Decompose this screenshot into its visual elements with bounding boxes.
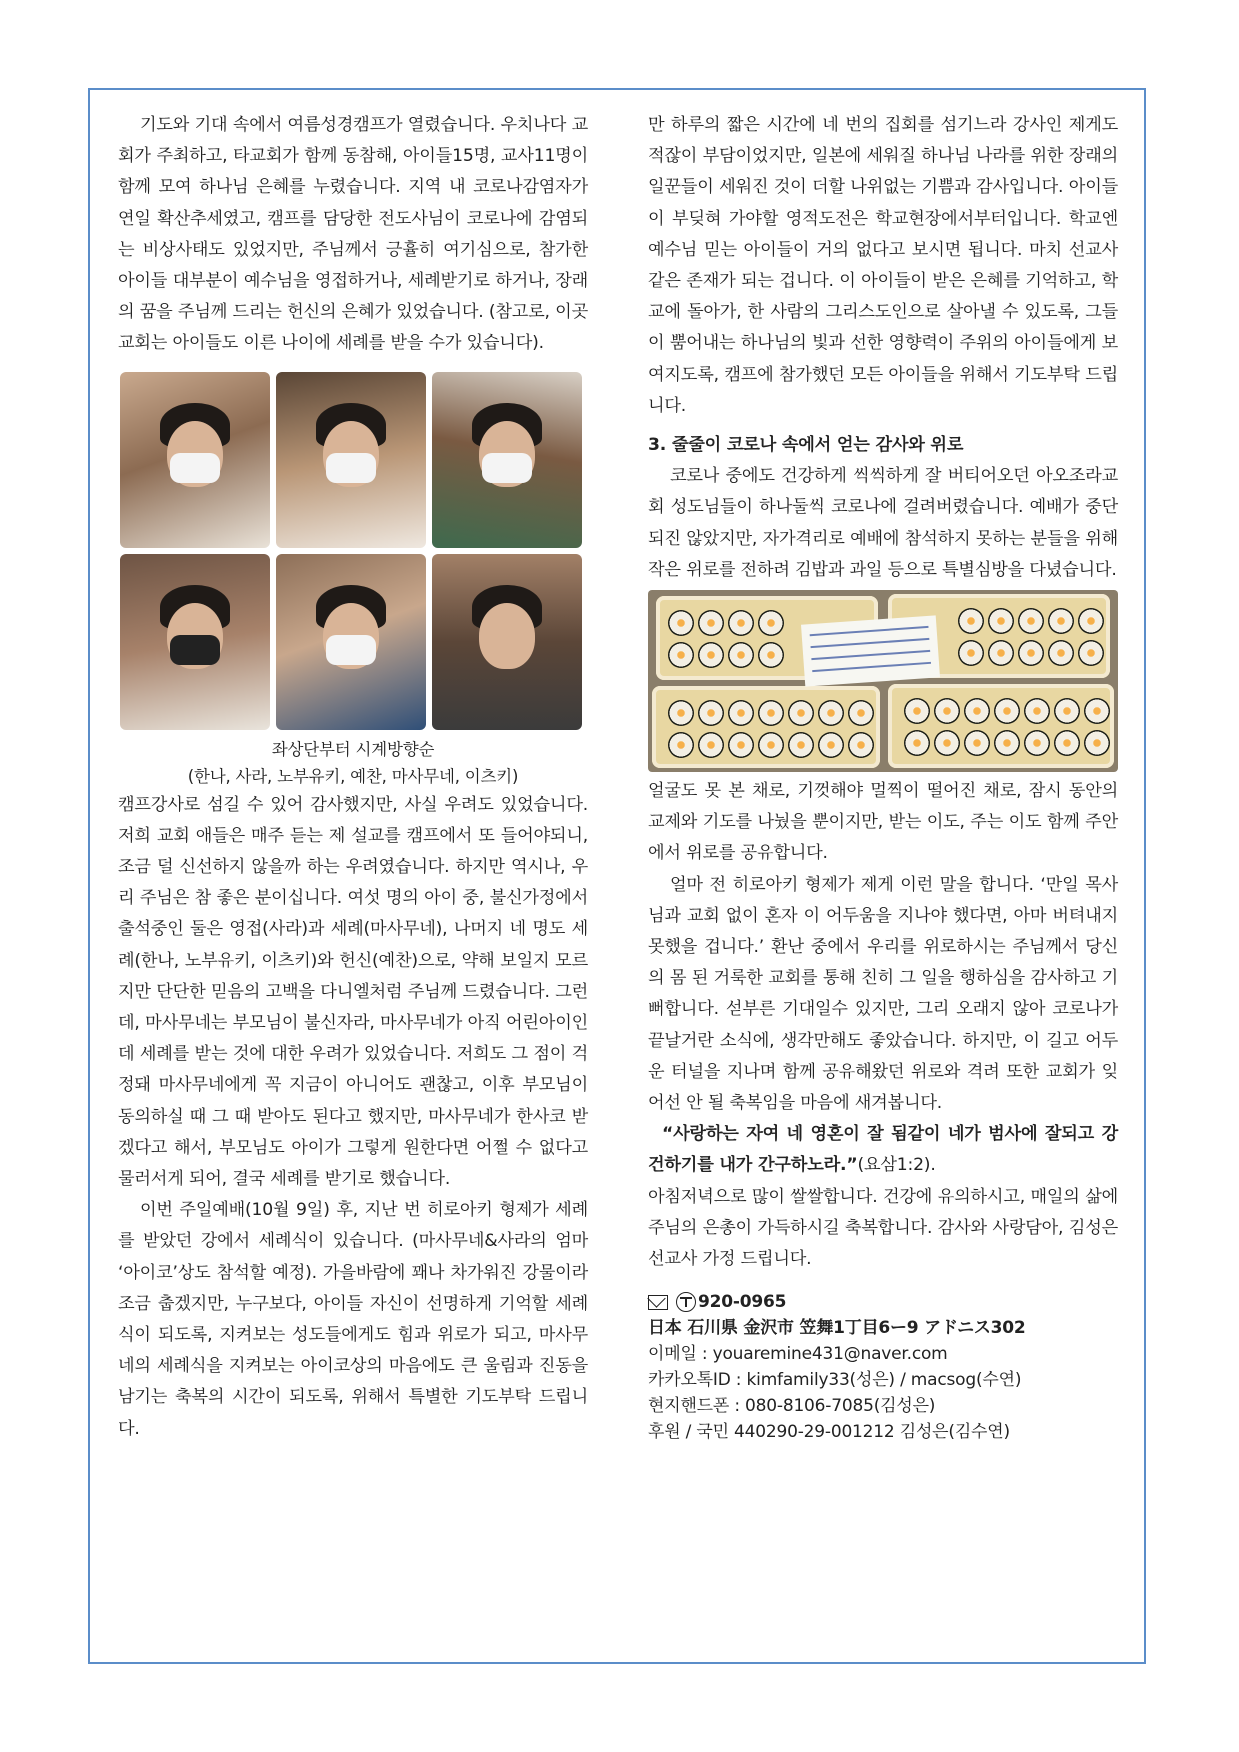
photo-sara <box>276 372 426 548</box>
postal-code: 920-0965 <box>698 1292 787 1313</box>
photo-masamune <box>276 554 426 730</box>
address: 日本 石川県 金沢市 笠舞1丁目6ー9 アドニス302 <box>648 1318 1026 1339</box>
kakao-line: 카카오톡ID : kimfamily33(성은) / macsog(수연) <box>648 1370 1022 1391</box>
kimbap-tray <box>888 684 1114 768</box>
photo-caption-line2: (한나, 사라, 노부유키, 예찬, 마사무네, 이츠키) <box>187 766 519 786</box>
email-line: 이메일 : youaremine431@naver.com <box>648 1344 948 1365</box>
bible-verse <box>648 1119 1118 1181</box>
contact-block <box>648 1289 1118 1445</box>
section-heading-covid: 3. 줄줄이 코로나 속에서 얻는 감사와 위로 <box>648 435 964 456</box>
photo-hanna <box>120 372 270 548</box>
postal-line <box>648 1289 1118 1315</box>
photo-caption-line1: 좌상단부터 시계방향순 <box>271 739 435 759</box>
kimbap-photo <box>648 590 1118 772</box>
left-column <box>118 110 588 1445</box>
hiroaki-paragraph: 얼마 전 히로아키 형제가 제게 이런 말을 합니다. ‘만일 목사님과 교회 없이 혼자 이 어두움을 지나야 했다면, 아마 버텨내지 못했을 겁니다.’ 환난 중에서 우리를 위로하시는 주님께서 당신의 몸 된 거룩한 교회를 통해 친히 그 일을 행하심을 감사하고 기뻐합니다. 섣부른 기대일수 있지만, 그리 오래지 않아 코로나가 끝날거란 소식에, 생각만해도 좋았습니다. 하지만, 이 길고 어두운 터널을 지나며 함께 공유해왔던 위로와 격려 또한 교회가 잊어선 안 될 축복임을 마음에 새겨봅니다. <box>648 874 1118 1114</box>
baptism-paragraph: 이번 주일예배(10월 9일) 후, 지난 번 히로아키 형제가 세례를 받았던 강에서 세례식이 있습니다. (마사무네&사라의 엄마 ‘아이코’상도 참석할 예정). 가을바람에 꽤나 차가워진 강물이라 조금 춥겠지만, 누구보다, 아이들 자신이 선명하게 기억할 세례식이 되도록, 지켜보는 성도들에게도 힘과 위로가 되고, 마사무네의 세례식을 지켜보는 아이코상의 마음에도 큰 울림과 진동을 남기는 축복의 시간이 되도록, 위해서 특별한 기도부탁 드립니다. <box>118 1200 588 1439</box>
closing-paragraph: 아침저녁으로 많이 쌀쌀합니다. 건강에 유의하시고, 매일의 삶에 주님의 은총이 가득하시길 축복합니다. 감사와 사랑담아, 김성은 선교사 가정 드립니다. <box>648 1186 1118 1270</box>
photo-yechan <box>432 554 582 730</box>
photo-itsuki <box>120 554 270 730</box>
photo-nobuyuki <box>432 372 582 548</box>
right-column <box>648 110 1118 1445</box>
verse-reference: (요삼1:2). <box>857 1155 936 1176</box>
support-account-line: 후원 / 국민 440290-29-001212 김성은(김수연) <box>648 1422 1010 1443</box>
phone-line: 현지핸드폰 : 080-8106-7085(김성은) <box>648 1396 936 1417</box>
camp-speaker-paragraph: 캠프강사로 섬길 수 있어 감사했지만, 사실 우려도 있었습니다. 저희 교회 애들은 매주 듣는 제 설교를 캠프에서 또 들어야되니, 조금 덜 신선하지 않을까 하는 우려였습니다. 하지만 역시나, 우리 주님은 참 좋은 분이십니다. 여섯 명의 아이 중, 불신가정에서 출석중인 둘은 영접(사라)과 세례(마사무네), 나머지 네 명도 세례(한나, 노부유키, 이츠키)와 헌신(예찬)으로, 약해 보일지 모르지만 단단한 믿음의 고백을 다니엘처럼 주님께 드렸습니다. 그런데, 마사무네는 부모님이 불신자라, 마사무네가 아직 어린아이인데 세례를 받는 것에 대한 우려가 있었습니다. 저희도 그 점이 걱정돼 마사무네에게 꼭 지금이 아니어도 괜찮고, 이후 부모님이 동의하실 때 그 때 받아도 된다고 했지만, 마사무네가 한사코 받겠다고 해서, 부모님도 아이가 그렇게 원한다면 어쩔 수 없다고 물러서게 되어, 결국 세례를 받기로 했습니다. <box>118 794 588 1190</box>
camp-intro-paragraph: 기도와 기대 속에서 여름성경캠프가 열렸습니다. 우치나다 교회가 주최하고, 타교회가 함께 동참해, 아이들15명, 교사11명이 함께 모여 하나님 은혜를 누렸습니다. 지역 내 코로나감염자가 연일 확산추세였고, 캠프를 담당한 전도사님이 코로나에 감염되는 비상사태도 있었지만, 주님께서 긍휼히 여기심으로, 참가한 아이들 대부분이 예수님을 영접하거나, 세례받기로 하거나, 장래의 꿈을 주님께 드리는 헌신의 은혜가 있었습니다. (참고로, 이곳 교회는 아이들도 이른 나이에 세례를 받을 수가 있습니다). <box>118 115 588 354</box>
envelope-icon <box>648 1295 668 1310</box>
fellowship-paragraph: 얼굴도 못 본 채로, 기껏해야 멀찍이 떨어진 채로, 잠시 동안의 교제와 기도를 나눴을 뿐이지만, 받는 이도, 주는 이도 함께 주안에서 위로를 공유합니다. <box>648 781 1118 864</box>
children-photo-grid <box>120 372 582 730</box>
verse-text: “사랑하는 자여 네 영혼이 잘 됨같이 네가 범사에 잘되고 강건하기를 내가 간구하노라.” <box>648 1124 1118 1176</box>
camp-gratitude-paragraph: 만 하루의 짧은 시간에 네 번의 집회를 섬기느라 강사인 제게도 적잖이 부담이었지만, 일본에 세워질 하나님 나라를 위한 장래의 일꾼들이 세워진 것이 더할 나위없는 기쁨과 감사입니다. 아이들이 부딪혀 가야할 영적도전은 학교현장에서부터입니다. 학교엔 예수님 믿는 아이들이 거의 없다고 보시면 됩니다. 마치 선교사같은 존재가 되는 겁니다. 이 아이들이 받은 은혜를 기억하고, 학교에 돌아가, 한 사람의 그리스도인으로 살아낼 수 있도록, 그들이 뿜어내는 하나님의 빛과 선한 영향력이 주위의 아이들에게 보여지도록, 캠프에 참가했던 모든 아이들을 위해서 기도부탁 드립니다. <box>648 115 1118 416</box>
covid-visits-paragraph: 코로나 중에도 건강하게 씩씩하게 잘 버티어오던 아오조라교회 성도님들이 하나둘씩 코로나에 걸려버렸습니다. 예배가 중단되진 않았지만, 자가격리로 예배에 참석하지 못하는 분들을 위해 작은 위로를 전하려 김밥과 과일 등으로 특별심방을 다녔습니다. <box>648 466 1118 580</box>
handwritten-note <box>801 615 940 686</box>
postal-mark-icon <box>676 1292 696 1312</box>
